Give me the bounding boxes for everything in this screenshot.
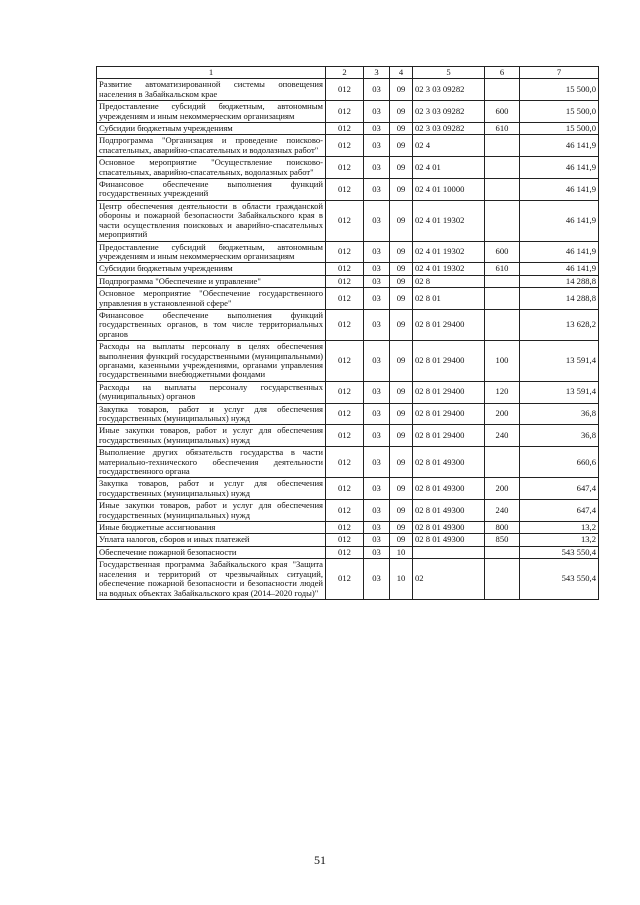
row-expense-type-cell — [485, 135, 520, 157]
row-grbs-cell: 012 — [326, 403, 364, 425]
row-target-article-cell: 02 8 — [413, 275, 485, 287]
row-subsection-cell: 09 — [390, 309, 413, 340]
row-target-article-cell: 02 8 01 49300 — [413, 447, 485, 478]
row-grbs-cell: 012 — [326, 534, 364, 546]
row-section-cell: 03 — [364, 522, 390, 534]
row-name-cell: Субсидии бюджетным учреждениям — [97, 263, 326, 275]
row-target-article-cell — [413, 546, 485, 558]
table-body — [97, 79, 599, 600]
row-name-cell: Предоставление субсидий бюджетным, автономным учреждениям и иным некоммерческим организациям — [97, 241, 326, 263]
row-target-article-cell: 02 4 — [413, 135, 485, 157]
row-expense-type-cell: 200 — [485, 478, 520, 500]
table-row — [97, 179, 599, 201]
row-name-cell: Закупка товаров, работ и услуг для обеспечения государственных (муниципальных) нужд — [97, 478, 326, 500]
row-expense-type-cell — [485, 200, 520, 241]
row-expense-type-cell: 600 — [485, 101, 520, 123]
row-name-cell: Основное мероприятие "Обеспечение государственного управления в установленной сфере" — [97, 288, 326, 310]
row-amount-cell: 13,2 — [520, 522, 599, 534]
table-row — [97, 241, 599, 263]
row-amount-cell: 13 591,4 — [520, 341, 599, 382]
row-subsection-cell: 09 — [390, 478, 413, 500]
row-section-cell: 03 — [364, 341, 390, 382]
row-expense-type-cell — [485, 275, 520, 287]
row-grbs-cell: 012 — [326, 500, 364, 522]
row-section-cell: 03 — [364, 101, 390, 123]
row-grbs-cell: 012 — [326, 447, 364, 478]
row-grbs-cell: 012 — [326, 381, 364, 403]
row-amount-cell: 46 141,9 — [520, 241, 599, 263]
row-section-cell: 03 — [364, 275, 390, 287]
row-target-article-cell: 02 8 01 49300 — [413, 522, 485, 534]
row-subsection-cell: 09 — [390, 241, 413, 263]
row-expense-type-cell: 240 — [485, 425, 520, 447]
row-expense-type-cell: 610 — [485, 123, 520, 135]
row-section-cell: 03 — [364, 200, 390, 241]
table-row — [97, 157, 599, 179]
row-grbs-cell: 012 — [326, 341, 364, 382]
row-grbs-cell: 012 — [326, 288, 364, 310]
row-name-cell: Закупка товаров, работ и услуг для обеспечения государственных (муниципальных) нужд — [97, 403, 326, 425]
row-section-cell: 03 — [364, 288, 390, 310]
row-amount-cell: 13 591,4 — [520, 381, 599, 403]
row-expense-type-cell — [485, 309, 520, 340]
row-expense-type-cell — [485, 179, 520, 201]
row-target-article-cell: 02 8 01 29400 — [413, 403, 485, 425]
table-row — [97, 425, 599, 447]
row-name-cell: Основное мероприятие "Осуществление поисково-спасательных, аварийно-спасательных, водолазных работ" — [97, 157, 326, 179]
row-target-article-cell: 02 3 03 09282 — [413, 101, 485, 123]
row-amount-cell: 13 628,2 — [520, 309, 599, 340]
table-row — [97, 522, 599, 534]
row-subsection-cell: 10 — [390, 546, 413, 558]
row-amount-cell: 46 141,9 — [520, 135, 599, 157]
row-section-cell: 03 — [364, 500, 390, 522]
row-section-cell: 03 — [364, 559, 390, 600]
row-target-article-cell: 02 4 01 19302 — [413, 263, 485, 275]
row-amount-cell: 15 500,0 — [520, 101, 599, 123]
row-subsection-cell: 09 — [390, 403, 413, 425]
row-name-cell: Подпрограмма "Обеспечение и управление" — [97, 275, 326, 287]
header-cell: 1 — [97, 67, 326, 79]
table-row — [97, 309, 599, 340]
row-expense-type-cell: 240 — [485, 500, 520, 522]
header-cell: 3 — [364, 67, 390, 79]
row-grbs-cell: 012 — [326, 241, 364, 263]
row-name-cell: Обеспечение пожарной безопасности — [97, 546, 326, 558]
row-subsection-cell: 09 — [390, 522, 413, 534]
row-amount-cell: 46 141,9 — [520, 157, 599, 179]
row-subsection-cell: 09 — [390, 101, 413, 123]
row-name-cell: Финансовое обеспечение выполнения функций государственных учреждений — [97, 179, 326, 201]
row-name-cell: Государственная программа Забайкальского края "Защита населения и территорий от чрезвычайных ситуаций, обеспечение пожарной безопасности и безопасности людей на водных объектах Забайкальского края (2014–2020 годы)" — [97, 559, 326, 600]
row-grbs-cell: 012 — [326, 135, 364, 157]
row-target-article-cell: 02 8 01 29400 — [413, 309, 485, 340]
row-expense-type-cell: 850 — [485, 534, 520, 546]
row-target-article-cell: 02 8 01 49300 — [413, 500, 485, 522]
table-row — [97, 381, 599, 403]
row-name-cell: Иные бюджетные ассигнования — [97, 522, 326, 534]
row-subsection-cell: 09 — [390, 275, 413, 287]
row-target-article-cell: 02 8 01 29400 — [413, 341, 485, 382]
row-section-cell: 03 — [364, 263, 390, 275]
row-amount-cell: 14 288,8 — [520, 288, 599, 310]
row-subsection-cell: 09 — [390, 157, 413, 179]
row-name-cell: Финансовое обеспечение выполнения функций государственных органов, в том числе территориальных органов — [97, 309, 326, 340]
row-expense-type-cell — [485, 546, 520, 558]
row-subsection-cell: 09 — [390, 534, 413, 546]
row-subsection-cell: 09 — [390, 263, 413, 275]
row-amount-cell: 46 141,9 — [520, 200, 599, 241]
row-grbs-cell: 012 — [326, 309, 364, 340]
row-section-cell: 03 — [364, 381, 390, 403]
row-section-cell: 03 — [364, 157, 390, 179]
table-row — [97, 546, 599, 558]
row-grbs-cell: 012 — [326, 200, 364, 241]
table-row — [97, 263, 599, 275]
row-name-cell: Расходы на выплаты персоналу государственных (муниципальных) органов — [97, 381, 326, 403]
row-amount-cell: 660,6 — [520, 447, 599, 478]
row-section-cell: 03 — [364, 179, 390, 201]
row-expense-type-cell — [485, 79, 520, 101]
row-section-cell: 03 — [364, 309, 390, 340]
row-subsection-cell: 09 — [390, 500, 413, 522]
row-amount-cell: 14 288,8 — [520, 275, 599, 287]
row-amount-cell: 647,4 — [520, 478, 599, 500]
row-grbs-cell: 012 — [326, 522, 364, 534]
row-target-article-cell: 02 — [413, 559, 485, 600]
row-section-cell: 03 — [364, 478, 390, 500]
row-expense-type-cell — [485, 447, 520, 478]
row-target-article-cell: 02 8 01 49300 — [413, 478, 485, 500]
table-row — [97, 559, 599, 600]
row-name-cell: Субсидии бюджетным учреждениям — [97, 123, 326, 135]
row-grbs-cell: 012 — [326, 157, 364, 179]
row-amount-cell: 13,2 — [520, 534, 599, 546]
table-row — [97, 79, 599, 101]
row-target-article-cell: 02 3 03 09282 — [413, 123, 485, 135]
row-section-cell: 03 — [364, 425, 390, 447]
row-grbs-cell: 012 — [326, 478, 364, 500]
row-target-article-cell: 02 8 01 29400 — [413, 425, 485, 447]
row-section-cell: 03 — [364, 135, 390, 157]
table-row — [97, 534, 599, 546]
row-amount-cell: 46 141,9 — [520, 179, 599, 201]
row-amount-cell: 15 500,0 — [520, 123, 599, 135]
table-row — [97, 101, 599, 123]
row-subsection-cell: 09 — [390, 425, 413, 447]
row-grbs-cell: 012 — [326, 79, 364, 101]
header-cell: 5 — [413, 67, 485, 79]
row-expense-type-cell: 610 — [485, 263, 520, 275]
table-row — [97, 500, 599, 522]
row-grbs-cell: 012 — [326, 559, 364, 600]
row-subsection-cell: 09 — [390, 200, 413, 241]
row-subsection-cell: 09 — [390, 79, 413, 101]
table-row — [97, 288, 599, 310]
row-section-cell: 03 — [364, 403, 390, 425]
row-name-cell: Иные закупки товаров, работ и услуг для обеспечения государственных (муниципальных) нужд — [97, 500, 326, 522]
table-header-row — [97, 67, 599, 79]
row-expense-type-cell: 800 — [485, 522, 520, 534]
table-row — [97, 341, 599, 382]
row-subsection-cell: 09 — [390, 381, 413, 403]
row-grbs-cell: 012 — [326, 275, 364, 287]
budget-table — [96, 66, 599, 600]
row-amount-cell: 647,4 — [520, 500, 599, 522]
header-cell: 4 — [390, 67, 413, 79]
row-target-article-cell: 02 8 01 — [413, 288, 485, 310]
row-expense-type-cell — [485, 288, 520, 310]
row-expense-type-cell: 100 — [485, 341, 520, 382]
row-grbs-cell: 012 — [326, 123, 364, 135]
header-cell: 2 — [326, 67, 364, 79]
row-amount-cell: 543 550,4 — [520, 546, 599, 558]
row-section-cell: 03 — [364, 79, 390, 101]
table-row — [97, 447, 599, 478]
row-subsection-cell: 09 — [390, 447, 413, 478]
row-expense-type-cell: 200 — [485, 403, 520, 425]
row-name-cell: Центр обеспечения деятельности в области гражданской обороны и пожарной безопасности Забайкальского края в части осуществления поисковых и аварийно-спасательных мероприятий — [97, 200, 326, 241]
row-amount-cell: 36,8 — [520, 425, 599, 447]
row-expense-type-cell: 600 — [485, 241, 520, 263]
row-amount-cell: 543 550,4 — [520, 559, 599, 600]
row-target-article-cell: 02 4 01 19302 — [413, 200, 485, 241]
row-section-cell: 03 — [364, 534, 390, 546]
table-row — [97, 135, 599, 157]
row-subsection-cell: 10 — [390, 559, 413, 600]
row-grbs-cell: 012 — [326, 263, 364, 275]
row-name-cell: Выполнение других обязательств государства в части материально-технического обеспечения деятельности государственного органа — [97, 447, 326, 478]
table-row — [97, 478, 599, 500]
row-name-cell: Подпрограмма "Организация и проведение поисково-спасательных, аварийно-спасательных и водолазных работ" — [97, 135, 326, 157]
row-grbs-cell: 012 — [326, 425, 364, 447]
table-row — [97, 200, 599, 241]
header-cell: 7 — [520, 67, 599, 79]
row-grbs-cell: 012 — [326, 101, 364, 123]
row-name-cell: Иные закупки товаров, работ и услуг для обеспечения государственных (муниципальных) нужд — [97, 425, 326, 447]
row-grbs-cell: 012 — [326, 179, 364, 201]
header-cell: 6 — [485, 67, 520, 79]
row-section-cell: 03 — [364, 123, 390, 135]
row-amount-cell: 46 141,9 — [520, 263, 599, 275]
row-amount-cell: 15 500,0 — [520, 79, 599, 101]
row-subsection-cell: 09 — [390, 123, 413, 135]
row-subsection-cell: 09 — [390, 135, 413, 157]
row-name-cell: Расходы на выплаты персоналу в целях обеспечения выполнения функций государственными (муниципальными) органами, казенными учреждениями, органами управления государственными внебюджетными фондами — [97, 341, 326, 382]
row-name-cell: Уплата налогов, сборов и иных платежей — [97, 534, 326, 546]
row-subsection-cell: 09 — [390, 288, 413, 310]
row-expense-type-cell — [485, 157, 520, 179]
row-section-cell: 03 — [364, 447, 390, 478]
row-target-article-cell: 02 8 01 29400 — [413, 381, 485, 403]
row-name-cell: Предоставление субсидий бюджетным, автономным учреждениям и иным некоммерческим организациям — [97, 101, 326, 123]
row-expense-type-cell — [485, 559, 520, 600]
row-target-article-cell: 02 4 01 — [413, 157, 485, 179]
row-name-cell: Развитие автоматизированной системы оповещения населения в Забайкальском крае — [97, 79, 326, 101]
table-row — [97, 123, 599, 135]
table-row — [97, 403, 599, 425]
row-amount-cell: 36,8 — [520, 403, 599, 425]
row-target-article-cell: 02 3 03 09282 — [413, 79, 485, 101]
row-section-cell: 03 — [364, 241, 390, 263]
row-section-cell: 03 — [364, 546, 390, 558]
row-target-article-cell: 02 4 01 19302 — [413, 241, 485, 263]
row-target-article-cell: 02 4 01 10000 — [413, 179, 485, 201]
row-subsection-cell: 09 — [390, 341, 413, 382]
row-expense-type-cell: 120 — [485, 381, 520, 403]
page-number: 51 — [314, 853, 326, 867]
table-row — [97, 275, 599, 287]
row-target-article-cell: 02 8 01 49300 — [413, 534, 485, 546]
row-grbs-cell: 012 — [326, 546, 364, 558]
row-subsection-cell: 09 — [390, 179, 413, 201]
